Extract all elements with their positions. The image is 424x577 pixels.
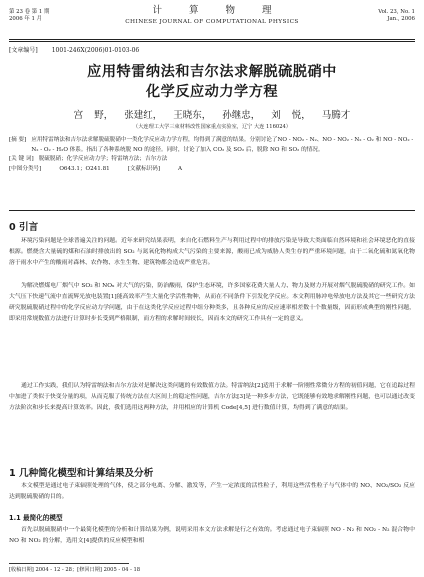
keywords-label: [关 键 词] <box>9 156 34 163</box>
header-rule-thin <box>9 41 415 42</box>
clc-value: O643.1；O241.81 <box>59 165 110 172</box>
abstract-label: [摘 要] <box>9 137 27 143</box>
subsection11-paragraph-1: 首先以脱硫脱硝中一个最简化模型的分析和计算结果为例，说明采用本文方法求解是行之有效的。考虑通过电子束辐照 NO - N₂ 和 NO₂ - N₂ 混合物中 NO 和 NO₂ 的分解，选用文[4]提供的反应模型和相 <box>9 527 415 544</box>
title-line-1: 应用特雷纳法和吉尔法求解脱硫脱硝中 <box>87 64 337 80</box>
doc-code-label: [文献标识码] <box>127 165 161 172</box>
intro-paragraph-3: 通过工作实践，我们认为特雷纳法和吉尔方法对是解决这类问题的有效数值方法。特雷纳法[2]适用于求解一阶刚性常微分方程的初值问题，它在追踪过程中加进了类似于快变分量的项，从而克服了传统方法在大区间上的稳定性问题，吉尔方法[3]是一种多步方法，它既能够有效地求解刚性问题，也可以通过改变方法阶次和步长来提高计算效率。因此，我们选用这两种方法，并用相应的计算机 Code[4,5] 进行数值计算，均得到了满意的结果。 <box>9 383 415 411</box>
affiliation: （大连理工大学三束材料改性国家重点实验室，辽宁 大连 116024） <box>133 124 291 130</box>
received-date-footnote: [收稿日期] 2004 - 12 - 28；[修回日期] 2005 - 04 - 18 <box>9 567 141 573</box>
header-journal <box>9 5 415 27</box>
section1-paragraph-1: 本文模型是通过电子束辐照处理的气体，使之部分电离、分解、激发等，产生一定浓度的活性粒子，利用这些活性粒子与气体中的 NO、NO₂/SO₂ 反应达到脱硫脱硝的目的。 <box>9 483 415 500</box>
article-number <box>9 45 153 54</box>
article-number-code: 1001-246X(2006)01-0103-06 <box>51 47 140 54</box>
subsection-heading-1-1: 1.1 最简化的模型 <box>9 514 63 522</box>
header-rule <box>9 39 415 40</box>
article-number-label: [文章编号] <box>9 47 38 54</box>
clc-label: [中图分类号] <box>9 165 42 172</box>
doc-code-value: A <box>178 165 183 172</box>
intro-paragraph-2: 为解决燃煤电厂烟气中 SO₂ 和 NOₓ 对大气的污染，防治酸雨，保护生态环境，许多国家花费大量人力、物力及财力开展对烟气脱硫脱硝的研究工作。如大气压下快速气流中直流辉光放电装置[1]能高效率产生大量化学活性物种，从而在不同条件下引发化学反应。本文利用脉冲电晕放电方法及其它一些研究方法研究脱硫脱硝过程中的化学反应动力学问题，由于在这类化学反应过程中组分种类多，且各种反应的反应速率相差数十个数量级，因而形成典型的刚性问题，即采用常规数值方法进行计算时步长受到严格限制，而方程的求解时间较长，因而本文的研究工作具有一定的意义。 <box>9 283 415 322</box>
paper-title <box>0 62 424 102</box>
running-header <box>9 5 415 39</box>
journal-name-en: CHINESE JOURNAL OF COMPUTATIONAL PHYSICS <box>125 18 299 25</box>
header-volume-en: Vol. 23, No. 1 <box>378 9 415 15</box>
section-heading-intro: 0 引言 <box>9 222 39 233</box>
journal-name-cn: 计 算 物 理 <box>152 5 284 16</box>
author-list: 宫 野， 张建红， 王晓东， 孙继忠， 刘 悦， 马腾才 <box>73 110 351 121</box>
keywords-row <box>9 155 415 165</box>
abstract-rule <box>9 210 415 211</box>
intro-paragraph-1: 环境污染问题是全球普遍关注的问题。近年来研究结果表明，来自化石燃料生产与利用过程中的排放污染是导致大类面临自然环境和社会环境恶化的直接根源。燃烧含大量硫的煤和石油时排放出的 SO₂ 与氮氧化物构成大气污染的主要来源，酸雨已成为威胁人类生存的严重环境问题，由于二氧化硫和氮氧化物溶于雨水中产生的酸雨对森林、农作物、水生生物、建筑物都会造成严重危害。 <box>9 238 415 266</box>
classification-row <box>9 165 415 175</box>
header-date: 2006 年 1 月 <box>9 16 43 23</box>
abstract-text: 应用特雷纳法和吉尔法求解脱硫脱硝中一类化学反应动力学方程，均得到了满意的结果。分别讨论了NO - NO₂ - N₂、NO - NO₂ - N₂ - O₂ 和 NO - NO₂ - N₂ - O₂ - H₂O 体系。指出了各种系统脱 NO 的途径。同时，讨论了加入 CO₂ 及 SO₂ 后，脱除 NO 和 SO₂ 的情况。 <box>31 137 414 153</box>
section-heading-1: 1 几种简化模型和计算结果及分析 <box>9 468 154 479</box>
keywords-text: 脱硫脱硝；化学反应动力学；特雷纳方法；吉尔方法 <box>38 156 168 163</box>
header-volume: 第 23 卷 第 1 期 <box>9 9 50 15</box>
abstract-row <box>9 136 415 155</box>
title-line-2: 化学反应动力学方程 <box>145 84 279 100</box>
abstract-block <box>9 136 415 174</box>
footnote-rule <box>9 563 129 564</box>
header-right <box>378 9 415 24</box>
header-date-en: Jan., 2006 <box>387 16 415 23</box>
